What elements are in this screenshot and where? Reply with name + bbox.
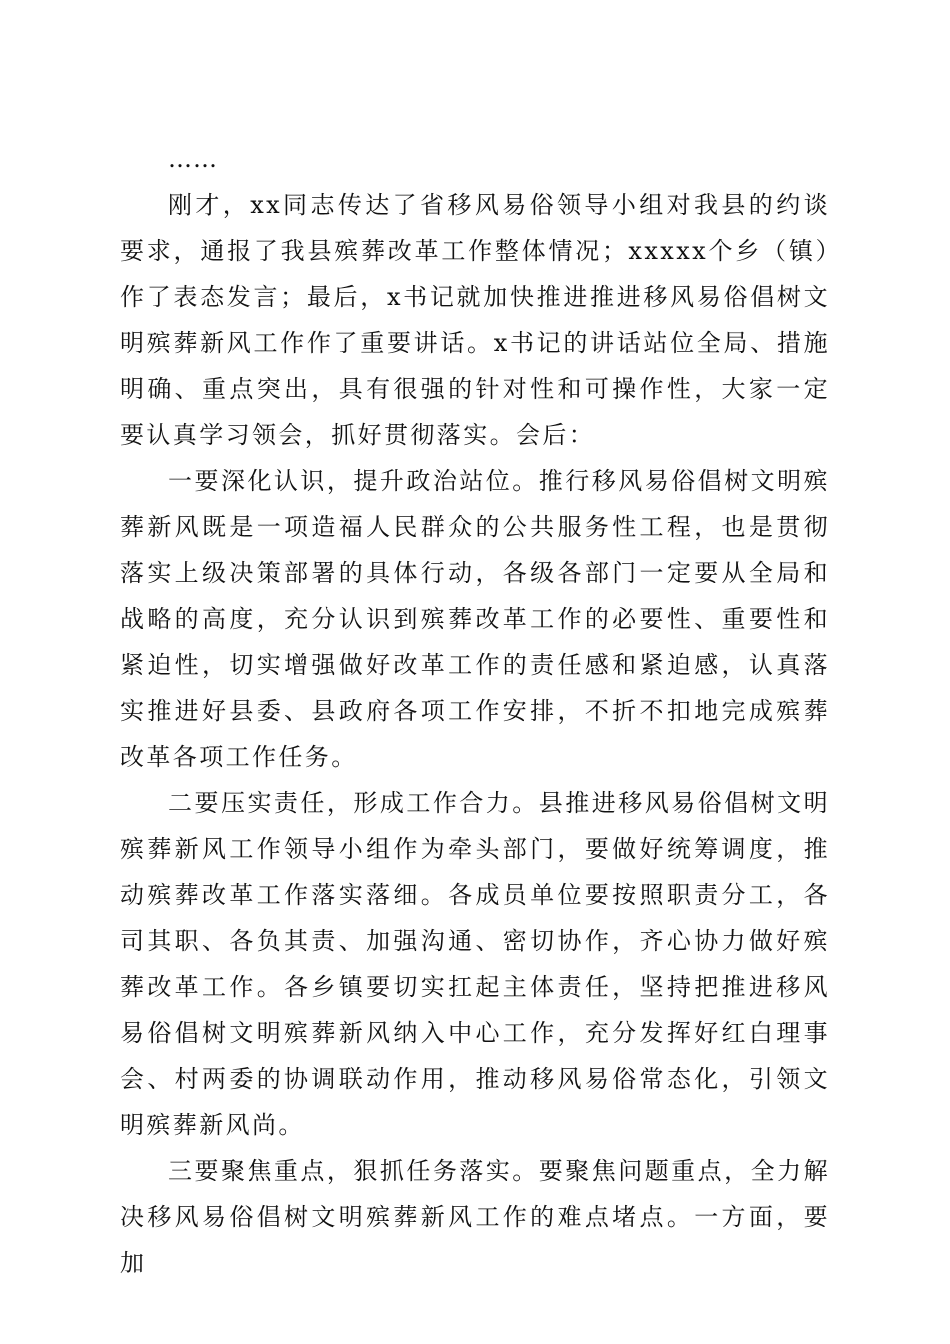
paragraph-point-two: 二要压实责任，形成工作合力。县推进移风易俗倡树文明殡葬新风工作领导小组作为牵头部门，要做好统筹调度，推动殡葬改革工作落实落细。各成员单位要按照职责分工，各司其职、各负其责、加强沟通、密切协作，齐心协力做好殡葬改革工作。各乡镇要切实扛起主体责任，坚持把推进移风易俗倡树文明殡葬新风纳入中心工作，充分发挥好红白理事会、村两委的协调联动作用，推动移风易俗常态化，引领文明殡葬新风尚。 — [120, 789, 830, 1139]
document-body — [120, 136, 830, 1286]
paragraph-point-three: 三要聚焦重点，狠抓任务落实。要聚焦问题重点，全力解决移风易俗倡树文明殡葬新风工作的难点堵点。一方面，要加 — [120, 1157, 830, 1277]
ellipsis-line: …… — [168, 145, 218, 173]
paragraph-intro: 刚才，xx同志传达了省移风易俗领导小组对我县的约谈要求，通报了我县殡葬改革工作整体情况；xxxxx个乡（镇）作了表态发言；最后，x书记就加快推进推进移风易俗倡树文明殡葬新风工作作了重要讲话。x书记的讲话站位全局、措施明确、重点突出，具有很强的针对性和可操作性，大家一定要认真学习领会，抓好贯彻落实。会后： — [120, 191, 830, 449]
paragraph-point-one: 一要深化认识，提升政治站位。推行移风易俗倡树文明殡葬新风既是一项造福人民群众的公共服务性工程，也是贯彻落实上级决策部署的具体行动，各级各部门一定要从全局和战略的高度，充分认识到殡葬改革工作的必要性、重要性和紧迫性，切实增强做好改革工作的责任感和紧迫感，认真落实推进好县委、县政府各项工作安排，不折不扣地完成殡葬改革各项工作任务。 — [120, 467, 830, 771]
